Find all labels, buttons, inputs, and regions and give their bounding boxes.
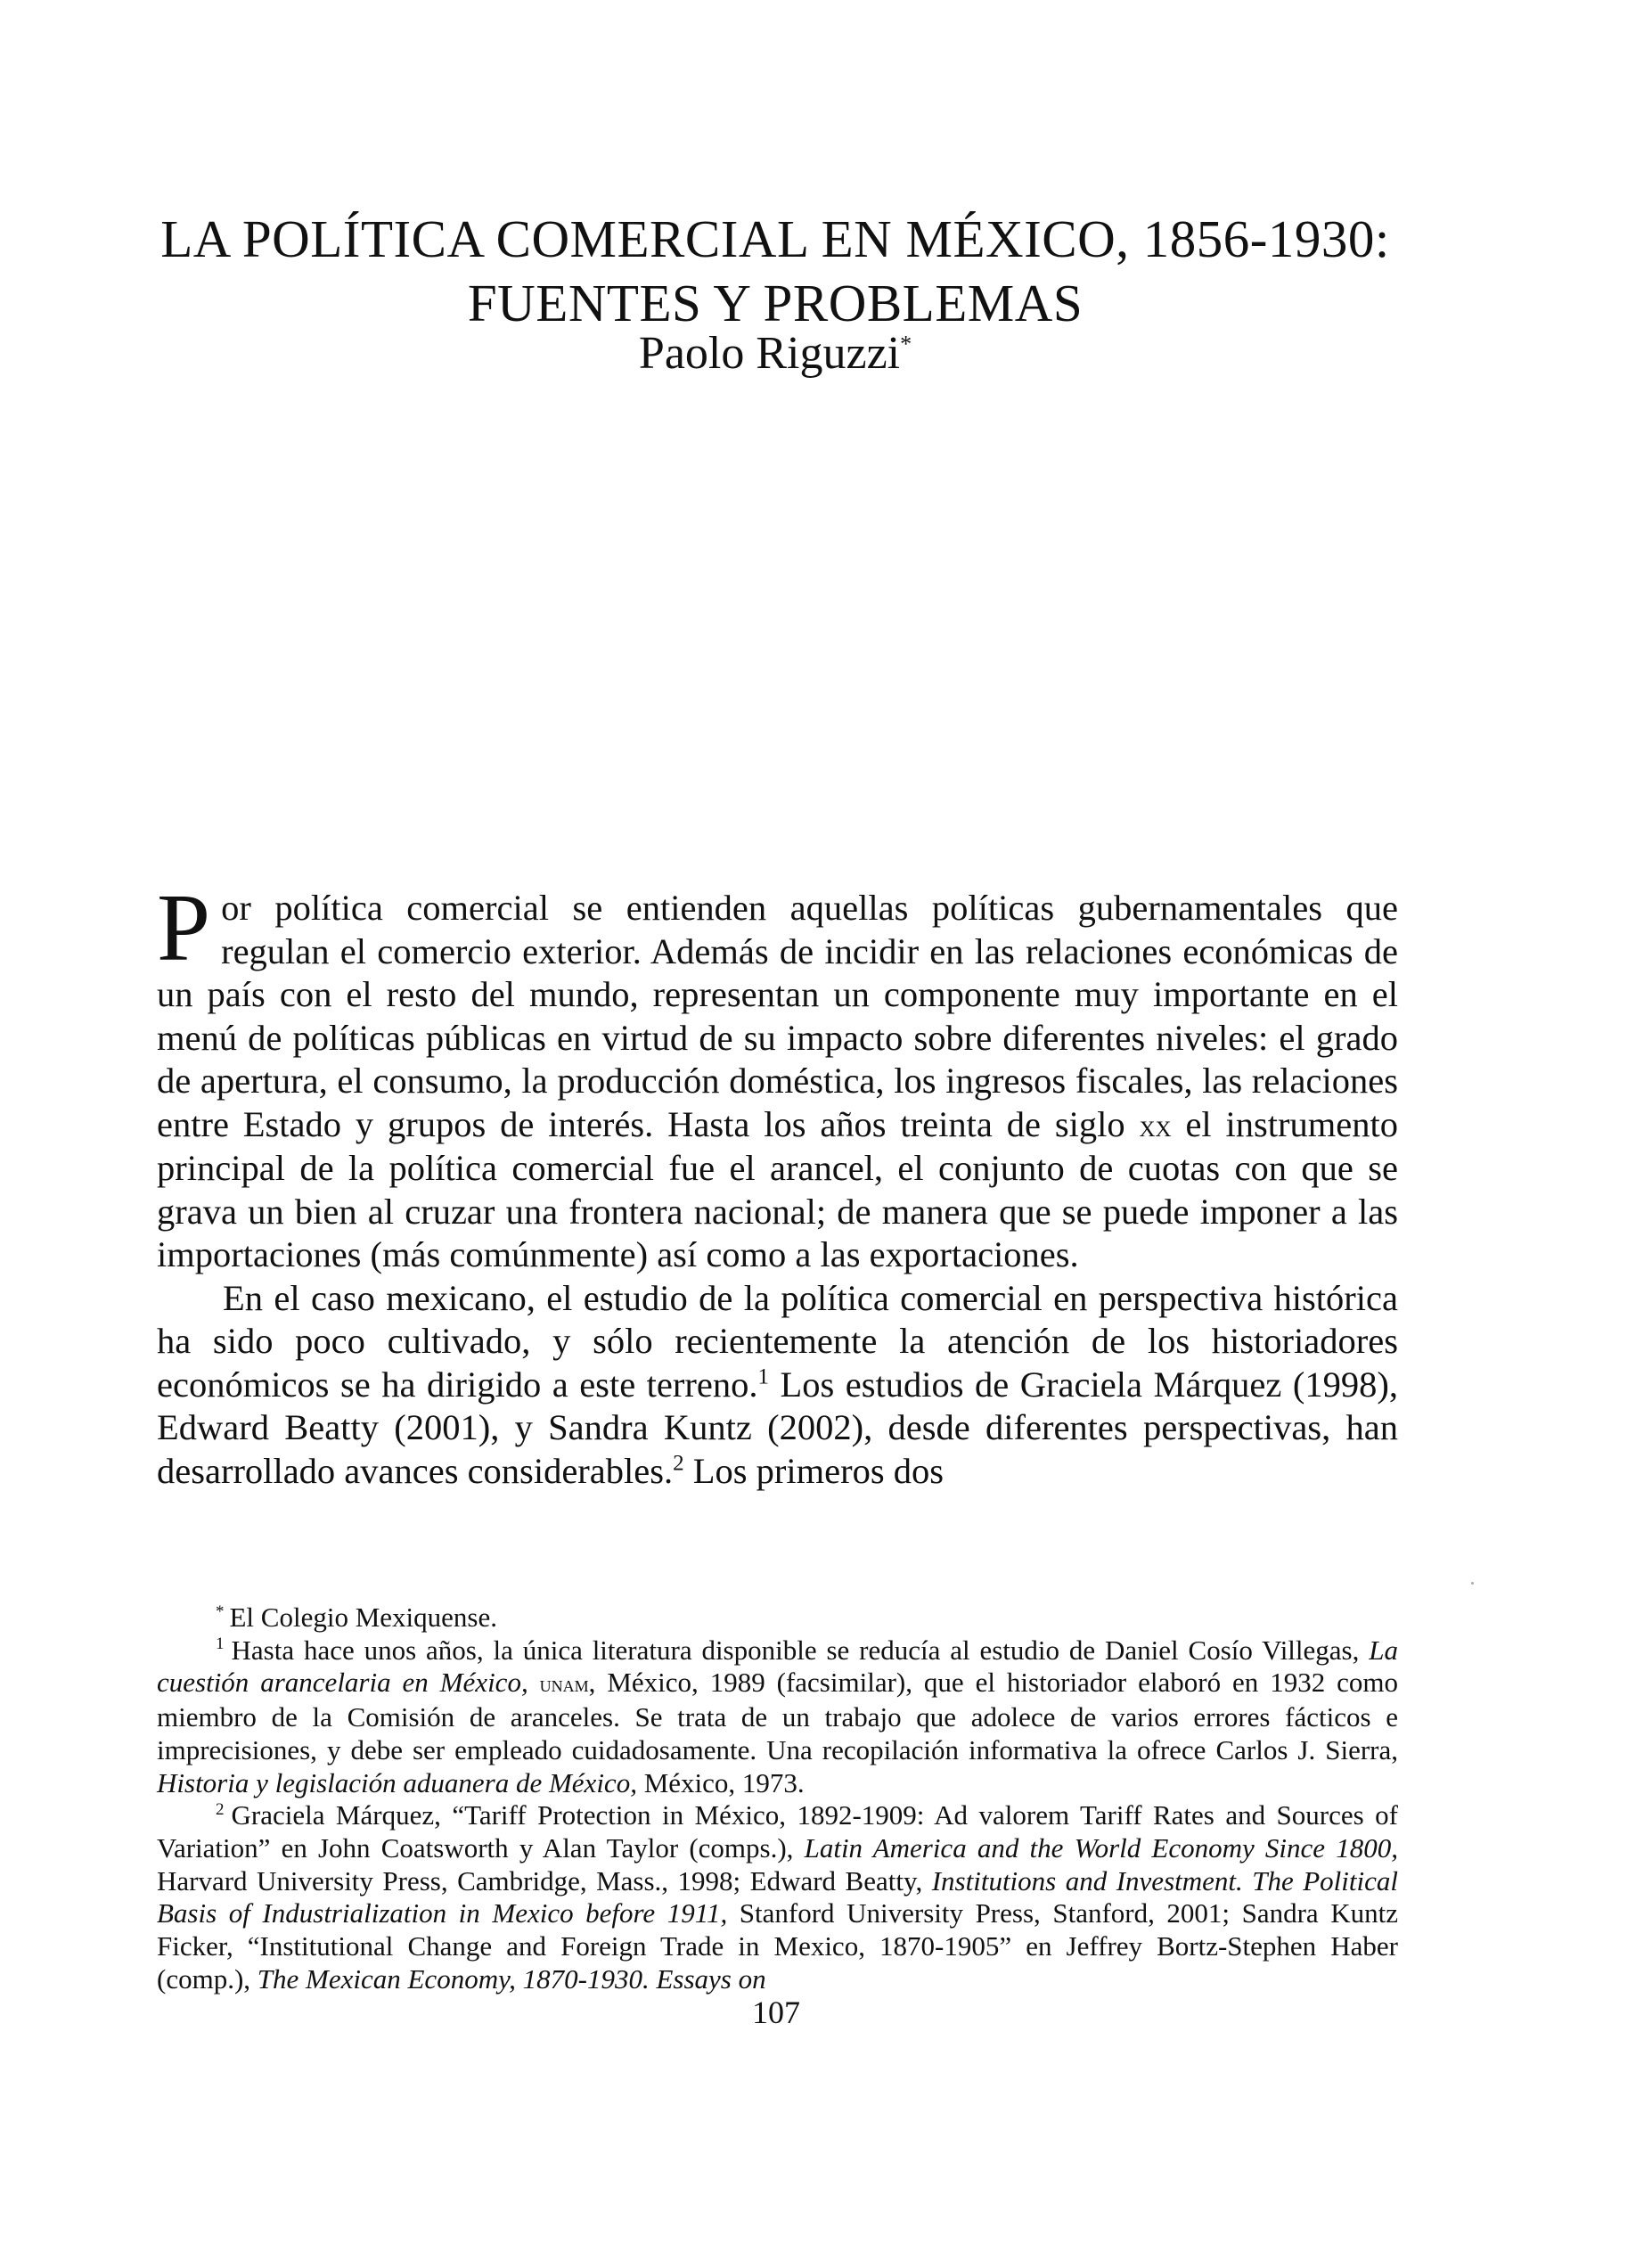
page-number: 107 [752, 1995, 800, 2030]
author-footnote-mark: * [900, 331, 912, 357]
footnote-ref-1[interactable]: 1 [757, 1364, 769, 1389]
paragraph-1-text-b: el instrumento principal de la política comercial fue el arancel, el conjunto de cuotas con que se grava un bien al cruzar una frontera nacional; de manera que se puede imponer a las importaciones (más comúnmente) así como a las exportaciones. [157, 1103, 1399, 1274]
footnote-2-number: 2 [216, 1799, 225, 1819]
paragraph-1 [157, 875, 1399, 1277]
footnote-star [157, 1602, 1398, 1634]
article-title [160, 207, 1390, 335]
footnote-1-title-1: La cuestión arancelaria en México, [157, 1634, 1398, 1699]
footnote-1 [157, 1634, 1398, 1800]
paragraph-2 [157, 1277, 1398, 1494]
title-line-1: LA POLÍTICA COMERCIAL EN MÉXICO, 1856-1930: [160, 209, 1390, 268]
footnote-ref-2[interactable]: 2 [673, 1451, 684, 1475]
century-numeral: xx [1139, 1107, 1172, 1143]
author-name [160, 325, 1390, 382]
footnote-star-label: * [216, 1602, 225, 1621]
paragraph-2-text-c: Los primeros dos [692, 1450, 944, 1491]
footnote-1-publisher: unam [539, 1671, 589, 1698]
footnote-1-text-a: Hasta hace unos años, la única literatura disponible se reducía al estudio de Daniel Cosío Villegas, [231, 1634, 1360, 1666]
paragraph-2-text-a: En el caso mexicano, el estudio de la política comercial en perspectiva histórica ha sido poco cultivado, y sólo recientemente la atención de los historiadores económicos se ha dirigido a este terreno. [157, 1277, 1398, 1405]
footnote-1-number: 1 [216, 1634, 225, 1654]
footnote-1-text-c: México, 1973. [643, 1766, 805, 1798]
title-line-2: FUENTES Y PROBLEMAS [467, 274, 1084, 332]
footnote-2-title-1: Latin America and the World Economy Since 1800, [804, 1831, 1398, 1864]
author-text: Paolo Riguzzi [638, 328, 901, 379]
footnote-2 [157, 1799, 1398, 1995]
paragraph-2-text-b: Los estudios de Graciela Márquez (1998), Edward Beatty (2001), y Sandra Kuntz (2002), desde diferentes perspectivas, han desarrollado avances considerables. [157, 1364, 1398, 1491]
footnote-star-text: El Colegio Mexiquense. [229, 1602, 497, 1633]
footnote-1-text-b: , México, 1989 (facsimilar), que el historiador elaboró en 1932 como miembro de la Comisión de aranceles. Se trata de un trabajo que adolece de varios errores fácticos e imprecisiones, y debe ser empleado cuidadosamente. Una recopilación informativa la ofrece Carlos J. Sierra, [157, 1667, 1399, 1765]
footnote-1-title-2: Historia y legislación aduanera de México, [157, 1766, 637, 1798]
footnote-2-text-a: Graciela Márquez, “Tariff Protection in México, 1892-1909: Ad valorem Tariff Rates and Sources of Variation” en John Coatsworth y Alan Taylor (comps.), [157, 1799, 1398, 1864]
footnote-2-title-2: Institutions and Investment. The Political Basis of Industrialization in Mexico before 1911, [157, 1864, 1399, 1929]
paragraph-1-text-a: or política comercial se entienden aquellas políticas gubernamentales que regulan el comercio exterior. Además de incidir en las relaciones económicas de un país con el resto del mundo, representan un componente muy importante en el menú de políticas públicas en virtud de su impacto sobre diferentes niveles: el grado de apertura, el consumo, la producción doméstica, los ingresos fiscales, las relaciones entre Estado y grupos de interés. Hasta los años treinta de siglo [157, 888, 1398, 1144]
footnote-2-title-3: The Mexican Economy, 1870-1930. Essays on [257, 1962, 766, 1995]
footnote-2-text-b: Harvard University Press, Cambridge, Mass., 1998; Edward Beatty, [157, 1864, 923, 1896]
body-text [157, 875, 1399, 1493]
footnotes [157, 1602, 1398, 1995]
drop-cap: P [157, 875, 211, 981]
scan-speck [1471, 1582, 1474, 1585]
footnote-2-text-c: Stanford University Press, Stanford, 2001; Sandra Kuntz Ficker, “Institutional Change and Foreign Trade in Mexico, 1870-1905” en Jeffrey Bortz-Stephen Haber (comp.), [157, 1897, 1399, 1995]
